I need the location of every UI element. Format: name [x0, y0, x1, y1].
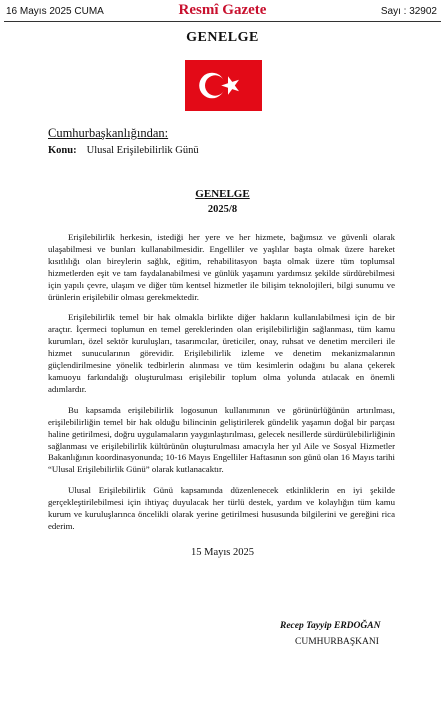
subject-value: Ulusal Erişilebilirlik Günü: [86, 145, 199, 156]
issuing-authority: Cumhurbaşkanlığından:: [48, 126, 169, 140]
turkish-flag-icon: [185, 60, 262, 111]
body-paragraph: Bu kapsamda erişilebilirlik logosunun kullanımının ve görünürlüğünün artırılması, erişilebilirliğin temel bir hak olduğu bilincinin geliştirilerek gündelik yaşamın doğal bir parçası haline getirilmesi, doğru uygulamaların yaygınlaştırılması, gelecek nesillerde sürdürülebilirliğinin sağlanması ve erişilebilirlik kültürünün oluşturulması amacıyla her yıl Aile ve Sosyal Hizmetler Bakanlığının koordinasyonunda; 10-16 Mayıs Engelliler Haftasının son günü olan 16 Mayıs tarihi “Ulusal Erişilebilirlik Günü” olarak kutlanacaktır.: [48, 404, 395, 475]
document-title: GENELGE: [186, 30, 259, 45]
issue-date: 16 Mayıs 2025 CUMA: [6, 6, 104, 17]
gazette-name: Resmî Gazete: [178, 2, 267, 18]
issue-number: Sayı : 32902: [380, 6, 437, 17]
circular-date: 15 Mayıs 2025: [191, 547, 254, 558]
subject-line: [48, 145, 199, 156]
circular-number: 2025/8: [207, 204, 238, 215]
body-paragraph: Ulusal Erişilebilirlik Günü kapsamında düzenlenecek etkinliklerin en iyi şekilde gerçekleştirilebilmesi için ihtiyaç duyulacak her türlü destek, yardım ve kolaylığın tüm kamu kurum ve kuruluşlarınca öncelikli olarak yerine getirilmesi hususunda bilgilerini ve gereğini rica ederim.: [48, 485, 395, 531]
signatory-title: CUMHURBAŞKANI: [295, 637, 379, 647]
gazette-header: [0, 0, 445, 22]
circular-body: [48, 232, 395, 542]
header-divider: [4, 21, 441, 22]
body-paragraph: Erişilebilirlik herkesin, istediği her yere ve her hizmete, bağımsız ve güvenli olarak ulaşabilmesi ve bunları kullanabilmesidir. Engelliler ve yaşlılar başta olmak üzere hareket kısıtlılığı olan bireylerin sağlık, eğitim, rehabilitasyon başta olmak üzere tüm toplumsal hizmetlerden eşit ve tam faydalanabilmesi ve günlük yaşamını yardımsız şekilde sürdürebilmesi için yapılı çevre, ulaşım ve diğer tüm kentsel hizmetler ile bilişim teknolojileri, bilgi sunumu ve ürünlerin erişilebilir olması gerekmektedir.: [48, 232, 395, 302]
body-paragraph: Erişilebilirlik temel bir hak olmakla birlikte diğer hakların kullanılabilmesi için de bir araçtır. İçermeci toplumun en temel gereklerinden olan erişilebilirliğin sağlanması, tüm kamu kurumları, özel sektör kuruluşları, tasarımcılar, üreticiler, onay, ruhsat ve denetim mercileri ile hizmet sunucularının görevidir. Erişilebilirlik izleme ve denetim mekanizmalarının güçlendirilmesine yönelik tedbirlerin alınması ve tüm kesimlerin odağını bu alana çekerek kamuoyu farkındalığı oluşturulması erişilebilir toplum olma yolunda atılacak en önemli adımlardır.: [48, 312, 395, 394]
subject-label: Konu:: [48, 145, 77, 156]
circular-title: [0, 188, 445, 200]
signatory-name: Recep Tayyip ERDOĞAN: [280, 621, 381, 631]
circular-title-text: GENELGE: [195, 188, 250, 200]
